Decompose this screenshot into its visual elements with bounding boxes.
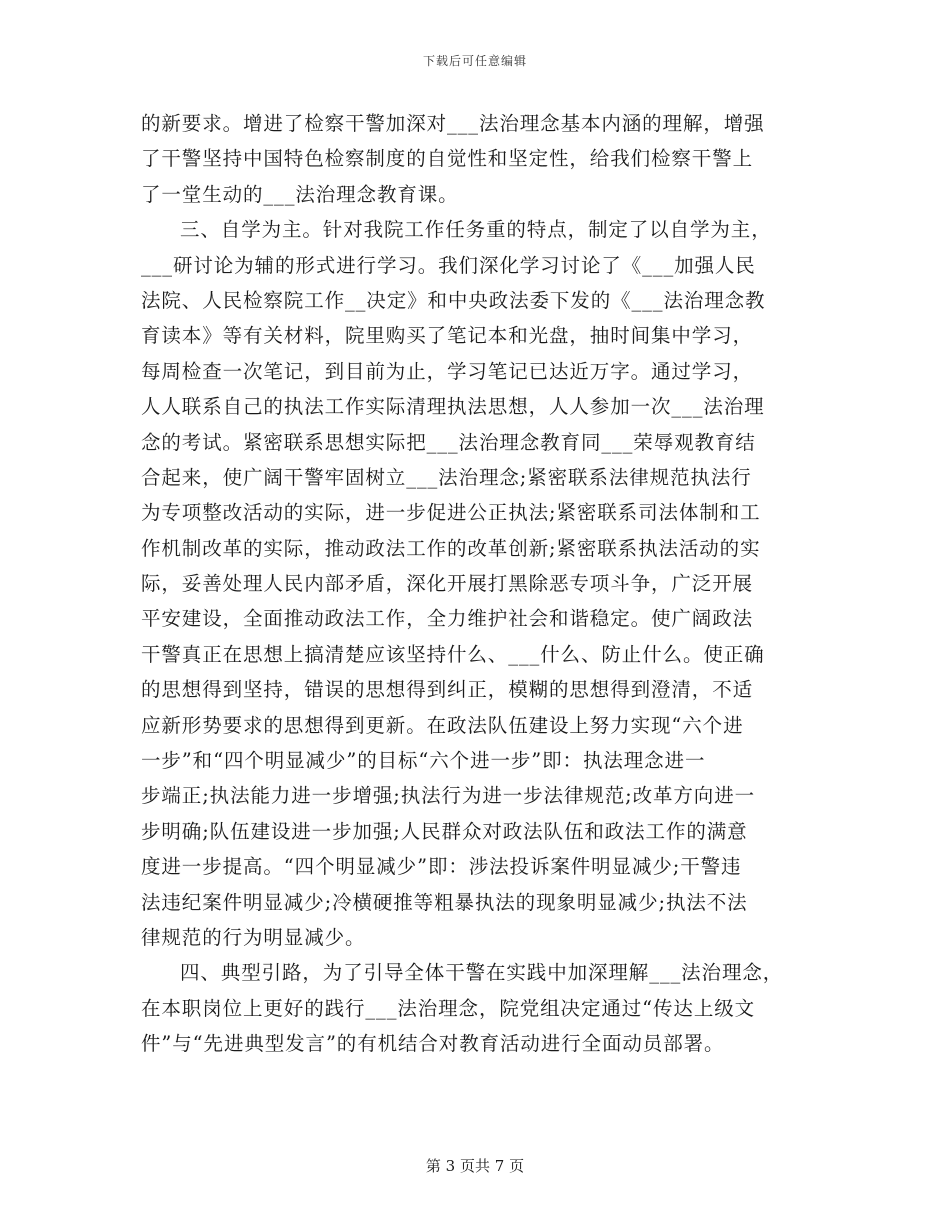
page-number-footer: 第 3 页共 7 页	[425, 1157, 525, 1175]
text-line: 合起来，使广阔干警牢固树立___法治理念;紧密联系法律规范执法行	[141, 465, 752, 489]
page-header: 下载后可任意编辑	[422, 54, 527, 68]
text-line: 育读本》等有关材料，院里购买了笔记本和光盘，抽时间集中学习，	[141, 324, 754, 348]
text-line: 每周检查一次笔记，到目前为止，学习笔记已达近万字。通过学习，	[141, 359, 754, 383]
text-line: 平安建设，全面推动政法工作，全力维护社会和谐稳定。使广阔政法	[141, 607, 754, 631]
text-line: 法违纪案件明显减少;冷横硬推等粗暴执法的现象明显减少;执法不法	[141, 890, 748, 914]
text-line: 的新要求。增进了检察干警加深对___法治理念基本内涵的理解，增强	[141, 112, 765, 135]
text-line: 了一堂生动的___法治理念教育课。	[141, 182, 459, 206]
text-line: 度进一步提高。“四个明显减少”即：涉法投诉案件明显减少;干警违	[141, 855, 742, 879]
text-line: 件”与“先进典型发言”的有机结合对教育活动进行全面动员部署。	[141, 1032, 725, 1056]
text-line: 律规范的行为明显减少。	[141, 925, 366, 949]
text-line: 一步”和“四个明显减少”的目标“六个进一步”即：执法理念进一	[141, 749, 706, 773]
paragraph-start-line: 四、典型引路，为了引导全体干警在实践中加深理解___法治理念，	[180, 961, 784, 985]
text-line: 步明确;队伍建设进一步加强;人民群众对政法队伍和政法工作的满意	[141, 819, 748, 843]
text-line: 为专项整改活动的实际，进一步促进公正执法;紧密联系司法体制和工	[141, 501, 761, 525]
text-line: 了干警坚持中国特色检察制度的自觉性和坚定性，给我们检察干警上	[141, 147, 754, 171]
text-line: ___研讨论为辅的形式进行学习。我们深化学习讨论了《___加强人民	[141, 253, 756, 277]
text-line: 法院、人民检察院工作__决定》和中央政法委下发的《___法治理念教	[141, 288, 766, 312]
text-line: 念的考试。紧密联系思想实际把___法治理念教育同___荣辱观教育结	[141, 430, 756, 454]
text-line: 干警真正在思想上搞清楚应该坚持什么、___什么、防止什么。使正确	[141, 642, 765, 666]
text-line: 的思想得到坚持，错误的思想得到纠正，模糊的思想得到澄清，不适	[141, 678, 754, 702]
paragraph-start-line: 三、自学为主。针对我院工作任务重的特点，制定了以自学为主，	[180, 218, 772, 242]
text-line: 应新形势要求的思想得到更新。在政法队伍建设上努力实现“六个进	[141, 713, 744, 737]
text-line: 步端正;执法能力进一步增强;执法行为进一步法律规范;改革方向进一	[141, 784, 756, 808]
text-line: 在本职岗位上更好的践行___法治理念，院党组决定通过“传达上级文	[141, 996, 756, 1020]
document-body	[141, 106, 809, 1062]
text-line: 人人联系自己的执法工作实际清理执法思想，人人参加一次___法治理	[141, 395, 765, 419]
text-line: 作机制改革的实际，推动政法工作的改革创新;紧密联系执法活动的实	[141, 536, 761, 560]
text-line: 际，妥善处理人民内部矛盾，深化开展打黑除恶专项斗争，广泛开展	[141, 572, 754, 596]
